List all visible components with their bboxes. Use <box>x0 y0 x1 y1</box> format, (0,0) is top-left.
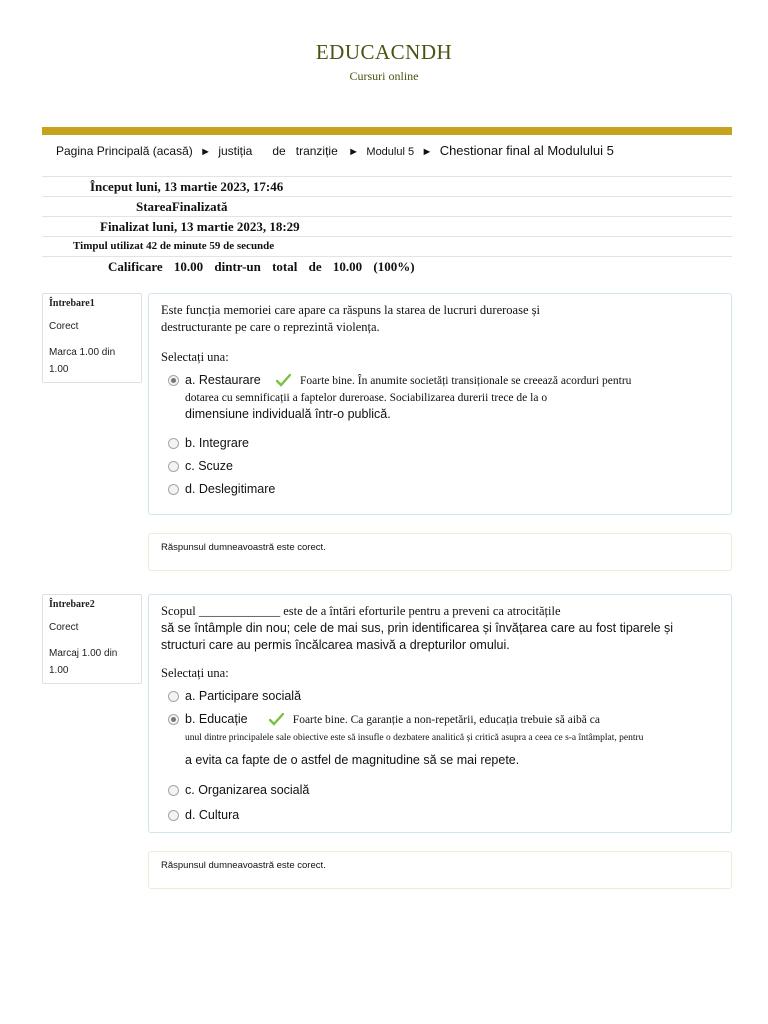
site-title[interactable]: EDUCACNDH <box>315 40 453 64</box>
question-number: Întrebare1 <box>49 298 95 309</box>
breadcrumb-home[interactable]: Pagina Principală (acasă) <box>56 144 193 158</box>
question-status: Corect <box>49 321 79 332</box>
answer-option-a[interactable] <box>161 373 719 422</box>
radio-icon[interactable] <box>168 810 179 821</box>
answer-label: d. Deslegitimare <box>185 482 276 496</box>
question-info-2 <box>42 594 142 684</box>
summary-started: Început luni, 13 martie 2023, 17:46 <box>42 177 732 197</box>
radio-icon[interactable] <box>168 438 179 449</box>
answer-option-b[interactable] <box>161 436 719 451</box>
radio-selected-icon[interactable] <box>168 714 179 725</box>
answer-option-c[interactable] <box>161 459 719 474</box>
summary-time: Timpul utilizat 42 de minute 59 de secunde <box>42 237 732 257</box>
select-prompt: Selectați una: <box>161 666 229 680</box>
question-text-line: structuri care au permis încălcarea masivă a drepturilor omului. <box>161 638 510 652</box>
question-box-1 <box>148 293 732 515</box>
question-marks: Marca 1.00 din 1.00 <box>49 347 116 375</box>
answer-outcome: Răspunsul dumneavoastră este corect. <box>148 533 732 571</box>
answer-feedback: dimensiune individuală într-o publică. <box>185 407 391 421</box>
breadcrumb-course-part3: tranziție <box>295 144 338 158</box>
breadcrumb-module[interactable]: Modulul 5 <box>366 146 415 158</box>
select-prompt: Selectați una: <box>161 350 229 364</box>
answer-option-b[interactable] <box>161 712 719 773</box>
radio-icon[interactable] <box>168 785 179 796</box>
answer-option-a[interactable] <box>161 689 719 704</box>
question-text-line: destructurante pe care o reprezintă violența. <box>161 320 380 334</box>
breadcrumb <box>56 143 614 158</box>
question-text <box>161 302 719 336</box>
answer-option-d[interactable] <box>161 482 719 497</box>
breadcrumb-course-part1: justiția <box>218 144 253 158</box>
answer-label: b. Integrare <box>185 436 249 450</box>
breadcrumb-course-part2: de <box>272 144 286 158</box>
question-text <box>161 603 719 654</box>
breadcrumb-separator-icon: ► <box>200 146 211 158</box>
answer-outcome: Răspunsul dumneavoastră este corect. <box>148 851 732 889</box>
summary-state: StareaFinalizată <box>42 197 732 217</box>
breadcrumb-separator-icon: ► <box>345 146 360 158</box>
check-icon <box>276 374 291 387</box>
answer-feedback: dotarea cu semnificații a faptelor dureroase. Sociabilizarea durerii trece de la o <box>185 392 548 404</box>
answer-option-d[interactable] <box>161 808 719 823</box>
radio-icon[interactable] <box>168 691 179 702</box>
site-header <box>0 40 768 84</box>
answer-label: b. Educație <box>185 712 248 726</box>
answer-label: a. Restaurare <box>185 373 261 387</box>
answer-label: a. Participare socială <box>185 689 302 703</box>
radio-selected-icon[interactable] <box>168 375 179 386</box>
attempt-summary <box>42 176 732 276</box>
question-info-1 <box>42 293 142 383</box>
radio-icon[interactable] <box>168 461 179 472</box>
answer-label: c. Organizarea socială <box>185 783 310 797</box>
answer-label: d. Cultura <box>185 808 240 822</box>
question-number: Întrebare2 <box>49 599 95 610</box>
answer-feedback: a evita ca fapte de o astfel de magnitudine să se mai repete. <box>185 753 520 767</box>
breadcrumb-quiz[interactable]: Chestionar final al Modulului 5 <box>439 143 614 158</box>
answer-label: c. Scuze <box>185 459 233 473</box>
answer-feedback: Foarte bine. În anumite societăți transiționale se creează acorduri pentru <box>299 375 632 387</box>
summary-grade: Calificare 10.00 dintr-un total de 10.00 (100%) <box>108 259 415 274</box>
summary-finished: Finalizat luni, 13 martie 2023, 18:29 <box>42 217 732 237</box>
breadcrumb-separator-icon: ► <box>421 146 433 158</box>
breadcrumb-course[interactable] <box>218 144 337 158</box>
question-status: Corect <box>49 622 79 633</box>
accent-bar <box>42 127 732 135</box>
question-marks: Marcaj 1.00 din 1.00 <box>49 648 118 676</box>
check-icon <box>269 713 284 726</box>
question-text-line: să se întâmple din nou; cele de mai sus, prin identificarea și învățarea care au fost tiparele și <box>161 621 674 635</box>
question-text-line: Este funcția memoriei care apare ca răspuns la starea de lucruri dureroase și <box>161 303 540 317</box>
question-box-2 <box>148 594 732 833</box>
radio-icon[interactable] <box>168 484 179 495</box>
answer-feedback: unul dintre principalele sale obiective este să insufle o dezbatere analitică și critică asupra a ceea ce s-a întâmplat, pentru <box>185 733 644 743</box>
site-subtitle: Cursuri online <box>349 69 419 83</box>
answer-option-c[interactable] <box>161 783 719 798</box>
question-text-line: Scopul _____________ este de a întări eforturile pentru a preveni ca atrocitățile <box>161 604 561 618</box>
answer-feedback: Foarte bine. Ca garanție a non-repetării, educația trebuie să aibă ca <box>292 714 600 726</box>
